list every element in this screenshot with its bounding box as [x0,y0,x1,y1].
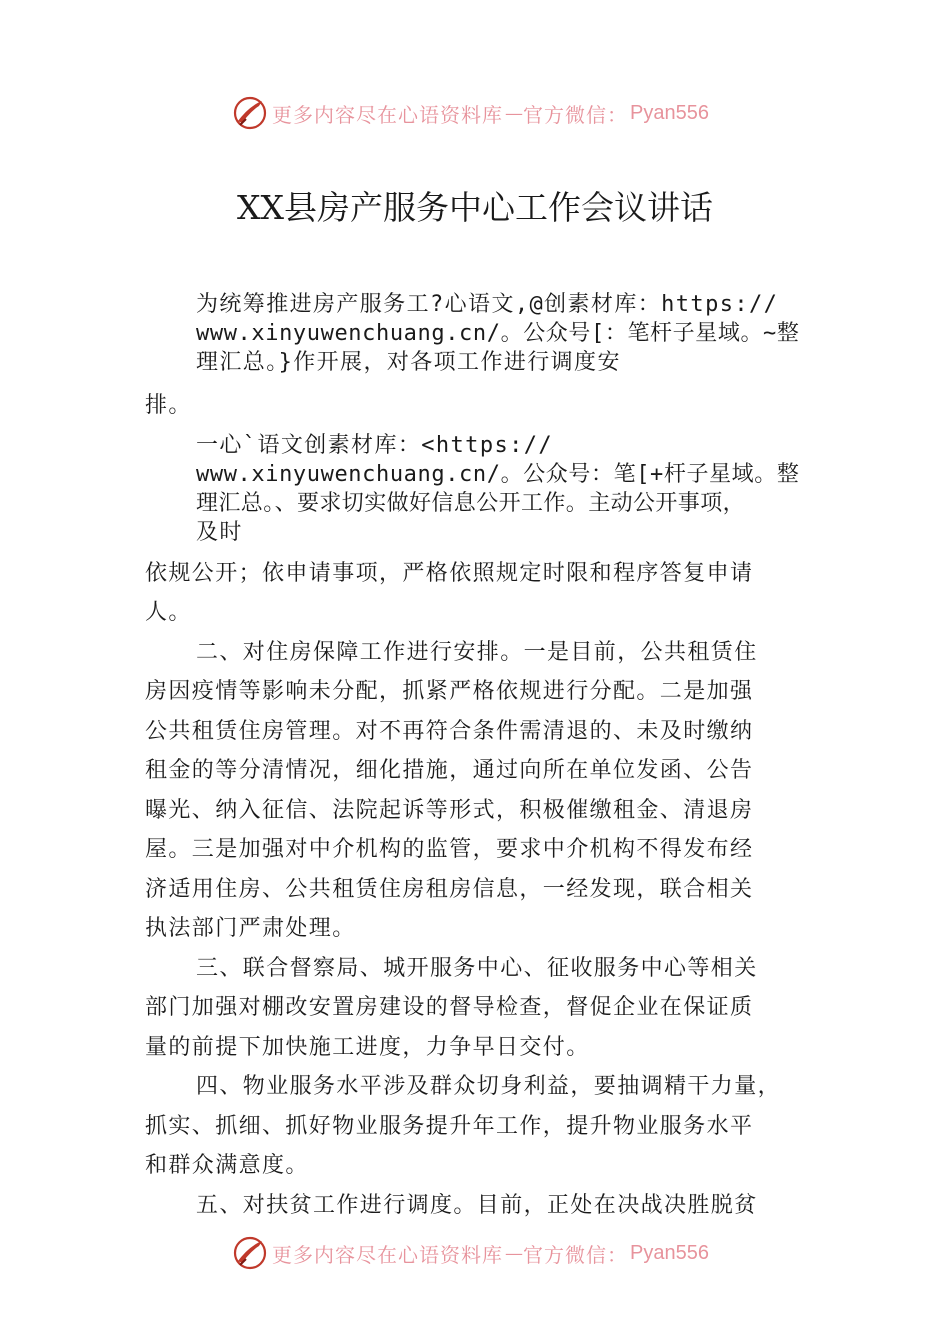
section-two-line-4: 租金的等分清情况，细化措施，通过向所在单位发函、公告 [145,758,754,783]
section-two-line-8: 执法部门严肃处理。 [145,916,356,941]
section-three-line-3: 量的前提下加快施工进度，力争早日交付。 [145,1035,590,1060]
section-two-line-7: 济适用住房、公共租赁住房租房信息，一经发现，联合相关 [145,877,754,902]
section-two-line-5: 曝光、纳入征信、法院起诉等形式，积极催缴租金、清退房 [145,798,754,823]
section-one-line-1: 一心`语文创素材库：<https:// [196,433,554,458]
section-two-line-1: 二、对住房保障工作进行安排。一是目前，公共租赁住 [196,640,758,665]
pen-logo-icon [232,1235,268,1271]
header-banner [0,88,950,138]
section-two-line-2: 房因疫情等影响未分配，抓紧严格依规进行分配。二是加强 [145,679,754,704]
intro-line-1: 为统筹推进房产服务工?心语文,@创素材库：https:// [196,292,779,317]
pen-logo-icon [232,95,268,131]
section-three-line-1: 三、联合督察局、城开服务中心、征收服务中心等相关 [196,956,758,981]
document-title: XX县房产服务中心工作会议讲话 [237,188,713,227]
banner-separator: — [505,1242,523,1264]
section-two-line-3: 公共租赁住房管理。对不再符合条件需清退的、未及时缴纳 [145,719,754,744]
section-five-line-1: 五、对扶贫工作进行调度。目前，正处在决战决胜脱贫 [196,1193,758,1218]
intro-line-3: 理汇总。}作开展，对各项工作进行调度安 [196,350,621,375]
section-four-line-3: 和群众满意度。 [145,1153,309,1178]
banner-text: 更多内容尽在心语资料库 [272,1242,503,1267]
banner-handle: Pyan556 [630,1241,709,1264]
section-two-line-6: 屋。三是加强对中介机构的监管，要求中介机构不得发布经 [145,837,754,862]
banner-label: 官方微信： [523,1242,628,1267]
section-one-line-2: www.xinyuwenchuang.cn/。公众号：笔[+杆子星域。整 [196,462,800,487]
intro-line-4: 排。 [145,393,192,418]
section-four-line-2: 抓实、抓细、抓好物业服务提升年工作，提升物业服务水平 [145,1114,754,1139]
section-three-line-2: 部门加强对棚改安置房建设的督导检查，督促企业在保证质 [145,995,754,1020]
section-four-line-1: 四、物业服务水平涉及群众切身利益，要抽调精干力量， [196,1074,782,1099]
section-one-line-5: 依规公开；依申请事项，严格依照规定时限和程序答复申请 [145,561,754,586]
section-one-line-3: 理汇总。、要求切实做好信息公开工作。主动公开事项， [196,491,746,516]
section-one-line-4: 及时 [196,520,243,545]
intro-line-2: www.xinyuwenchuang.cn/。公众号[：笔杆子星域。~整 [196,321,800,346]
banner-label: 官方微信： [523,102,628,127]
banner-handle: Pyan556 [630,101,709,124]
section-one-line-6: 人。 [145,600,192,625]
banner-text: 更多内容尽在心语资料库 [272,102,503,127]
banner-separator: — [505,102,523,124]
footer-banner [0,1228,950,1278]
